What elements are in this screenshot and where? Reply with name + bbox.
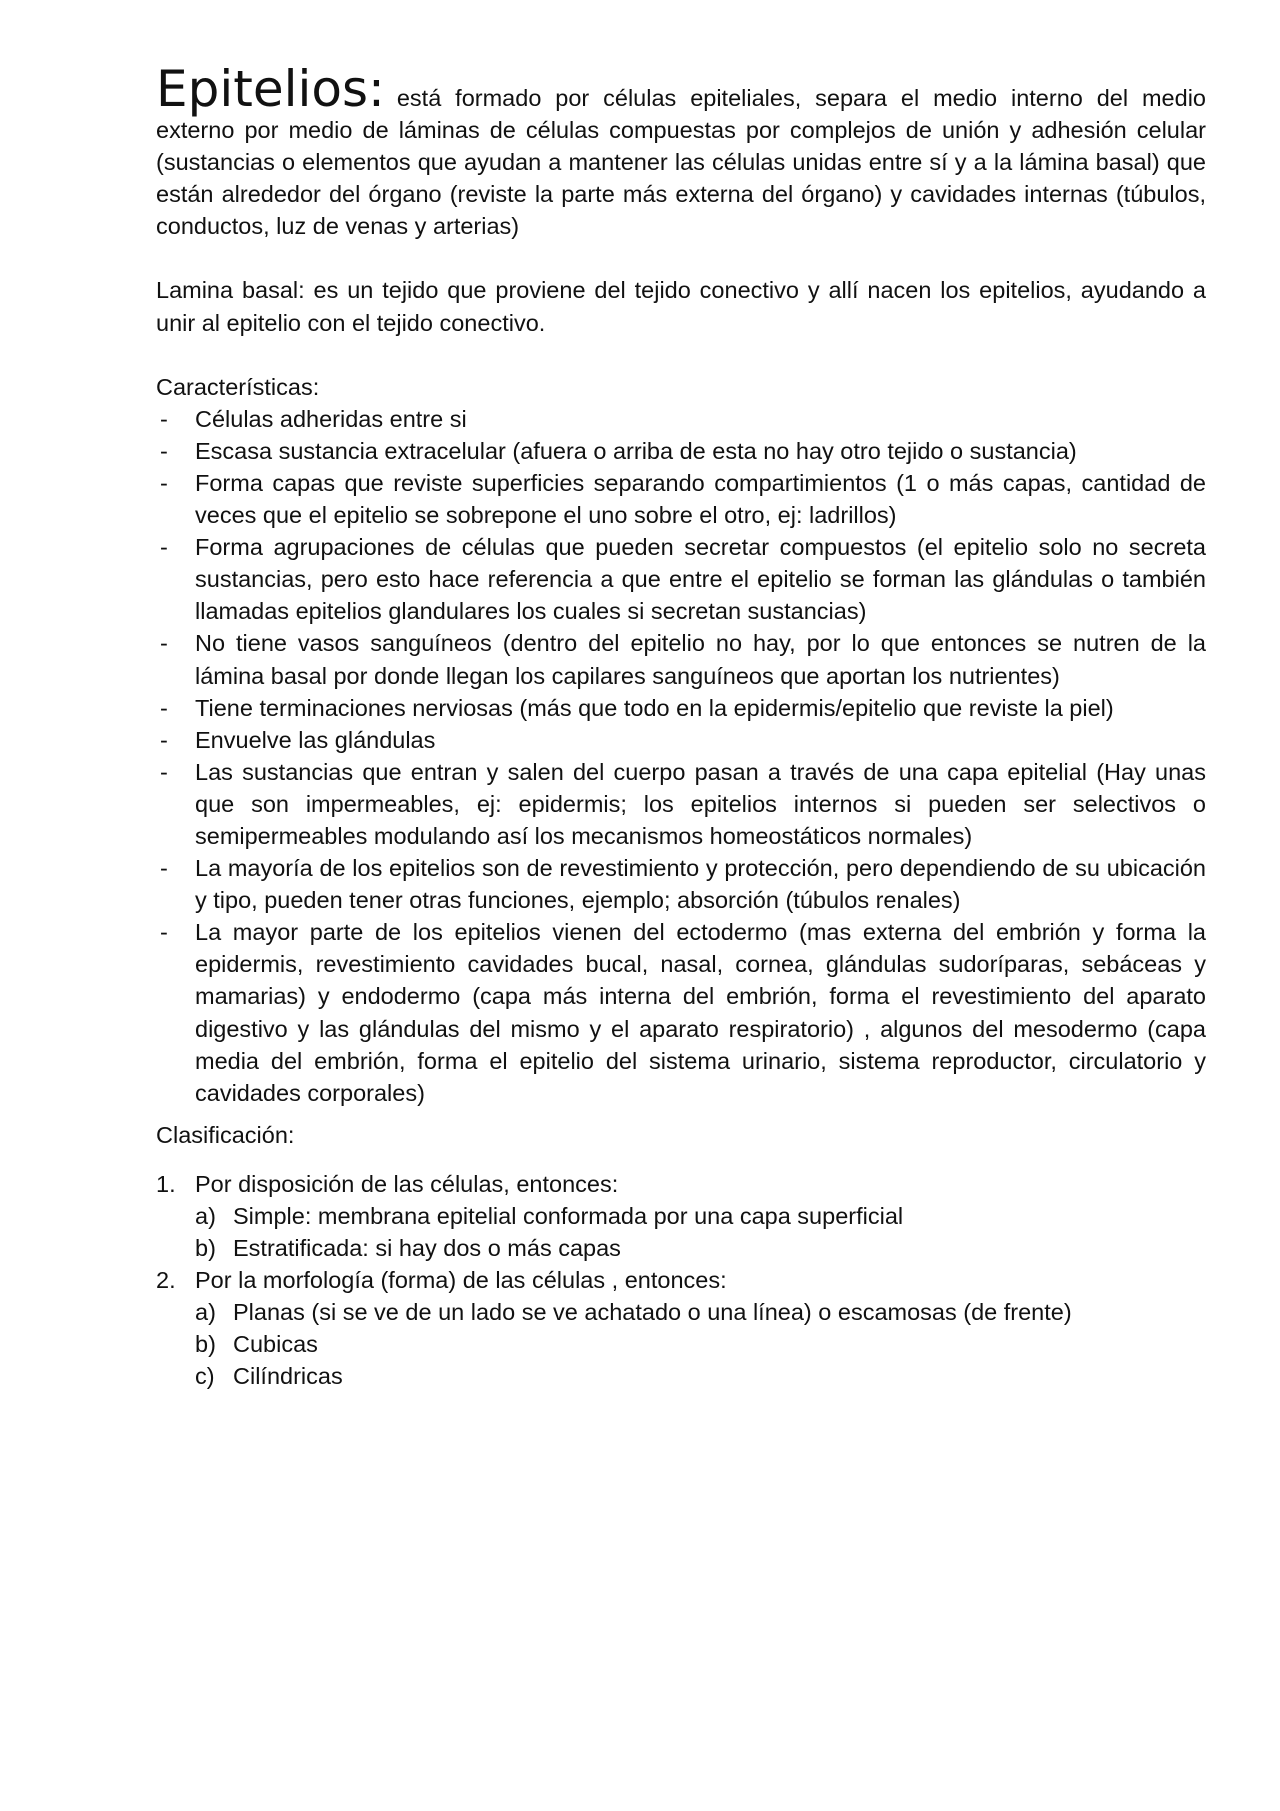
dash-bullet: - [160,469,168,496]
list-item-text: Las sustancias que entran y salen del cuerpo pasan a través de una capa epitelial (Hay unas que son impermeables, ej: epidermis; los epitelios internos si pueden ser selectivos o semipermeables modulando así los mecanismos homeostáticos normales) [195,758,1206,849]
dash-bullet: - [160,855,168,882]
sub-list-item [195,1360,1206,1392]
list-item-text: La mayoría de los epitelios son de revestimiento y protección, pero dependiendo de su ubicación y tipo, pueden tener otras funciones, ejemplo; absorción (túbulos renales) [195,855,1206,914]
clasificacion-list [156,1168,1206,1393]
caracteristicas-list [156,403,1206,1109]
list-item [156,852,1206,916]
sub-list [195,1200,1206,1264]
sub-item-text: Simple: membrana epitelial conformada por una capa superficial [233,1203,904,1229]
group-label: Por la morfología (forma) de las células , entonces: [195,1267,727,1294]
sub-item-letter: b) [195,1235,216,1262]
sub-list-item [195,1328,1206,1360]
list-item-text: Forma agrupaciones de células que pueden secretar compuestos (el epitelio solo no secreta sustancias, pero esto hace referencia a que entre el epitelio se forman las glándulas o también llamadas epitelios glandulares los cuales si secretan sustancias) [195,534,1206,625]
dash-bullet: - [160,726,168,753]
sub-list-item [195,1232,1206,1264]
list-item [156,756,1206,852]
sub-list [195,1296,1206,1392]
dash-bullet: - [160,630,168,657]
dash-bullet: - [160,758,168,785]
sub-item-text: Planas (si se ve de un lado se ve achatado o una línea) o escamosas (de frente) [233,1299,1072,1326]
sub-list-item [195,1296,1206,1328]
sub-item-letter: c) [195,1363,215,1390]
list-item [156,435,1206,467]
list-item [156,403,1206,435]
list-item [156,467,1206,531]
sub-list-item [195,1200,1206,1232]
dash-bullet: - [160,534,168,561]
intro-text: está formado por células epiteliales, separa el medio interno del medio externo por medio de láminas de células compuestas por complejos de unión y adhesión celular (sustancias o elementos que ayudan a mantener las células unidas entre sí y a la lámina basal) que están alrededor del órgano (reviste la parte más externa del órgano) y cavidades internas (túbulos, conductos, luz de venas y arterias) [156,85,1206,240]
list-item-text: Tiene terminaciones nerviosas (más que todo en la epidermis/epitelio que reviste la piel) [195,694,1114,721]
list-item [156,692,1206,724]
sub-item-text: Cilíndricas [233,1363,343,1390]
sub-item-letter: b) [195,1331,216,1358]
group-number: 1. [156,1170,176,1197]
list-item [156,916,1206,1109]
group-number: 2. [156,1267,176,1294]
document-title: Epitelios: [156,60,385,118]
sub-item-letter: a) [195,1299,216,1326]
list-item [156,531,1206,627]
document-page [156,60,1206,1393]
list-item [156,724,1206,756]
clasificacion-group [156,1264,1206,1392]
list-item [156,627,1206,691]
list-item-text: Células adheridas entre si [195,405,467,432]
list-item-text: No tiene vasos sanguíneos (dentro del epitelio no hay, por lo que entonces se nutren de la lámina basal por donde llegan los capilares sanguíneos que aportan los nutrientes) [195,630,1206,689]
list-item-text: La mayor parte de los epitelios vienen del ectodermo (mas externa del embrión y forma la epidermis, revestimiento cavidades bucal, nasal, cornea, glándulas sudoríparas, sebáceas y mamarias) y endodermo (capa más interna del embrión, forma el revestimiento del aparato digestivo y las glándulas del mismo y el aparato respiratorio) , algunos del mesodermo (capa media del embrión, forma el epitelio del sistema urinario, sistema reproductor, circulatorio y cavidades corporales) [195,919,1206,1106]
list-item-text: Forma capas que reviste superficies separando compartimientos (1 o más capas, cantidad de veces que el epitelio se sobrepone el uno sobre el otro, ej: ladrillos) [195,469,1206,529]
dash-bullet: - [160,919,168,946]
lamina-basal-paragraph: Lamina basal: es un tejido que proviene del tejido conectivo y allí nacen los epitelios, ayudando a unir al epitelio con el tejido conectivo. [156,277,1206,336]
dash-bullet: - [160,437,168,464]
sub-item-text: Estratificada: si hay dos o más capas [233,1235,621,1262]
intro-paragraph [156,60,1206,242]
dash-bullet: - [160,694,168,721]
list-item-text: Escasa sustancia extracelular (afuera o arriba de esta no hay otro tejido o sustancia) [195,437,1077,464]
sub-item-text: Cubicas [233,1331,318,1358]
clasificacion-group [156,1168,1206,1264]
clasificacion-heading: Clasificación: [156,1121,295,1148]
dash-bullet: - [160,405,168,432]
sub-item-letter: a) [195,1203,216,1229]
caracteristicas-heading: Características: [156,373,320,400]
list-item-text: Envuelve las glándulas [195,726,436,753]
group-label: Por disposición de las células, entonces: [195,1170,619,1197]
